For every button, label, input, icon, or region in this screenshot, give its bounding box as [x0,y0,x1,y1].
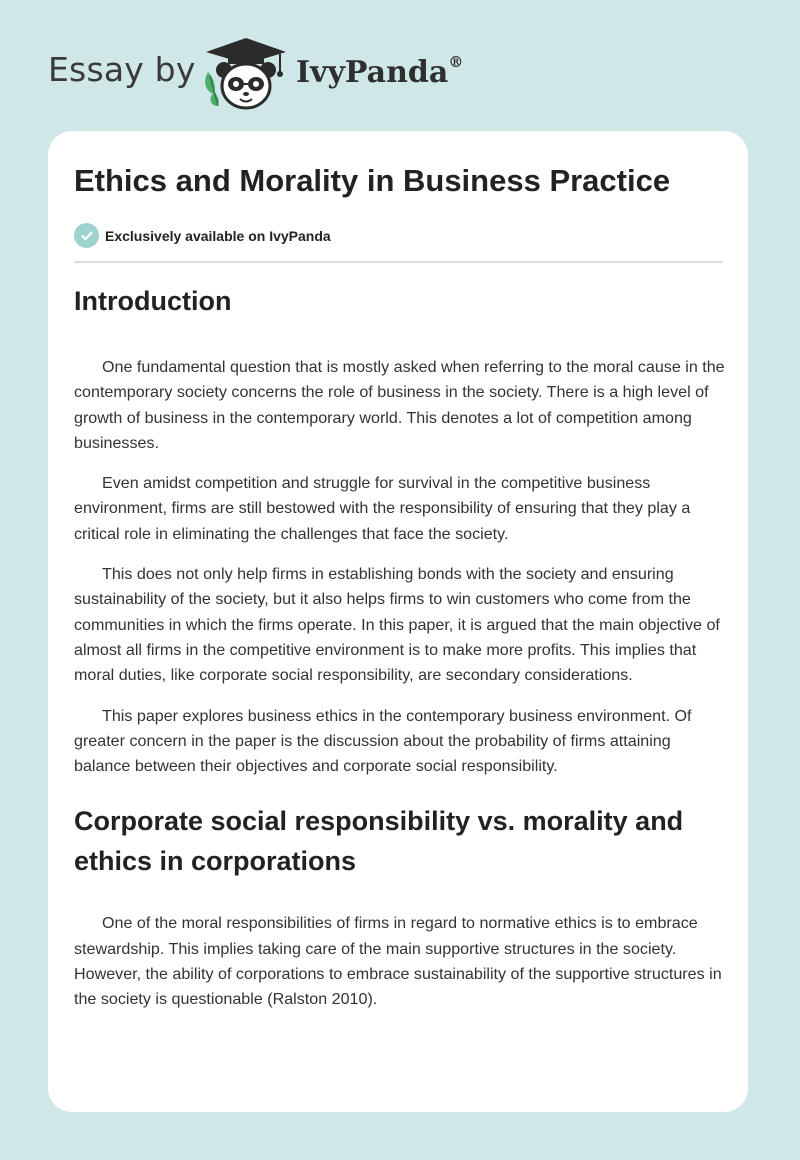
essay-by-label: Essay by [48,50,196,89]
check-circle-icon [74,223,99,248]
site-header [0,0,800,130]
brand-name [296,55,463,90]
paragraph: This paper explores business ethics in the contemporary business environment. Of greater concern in the paper is the discussion about the probability of firms attaining balance between their objectives and corporate social responsibility. [74,706,692,776]
divider [74,261,723,263]
registered-mark: ® [448,53,464,71]
panda-graduate-icon [200,36,292,112]
badge-text: Exclusively available on IvyPanda [105,227,331,244]
paragraph: One of the moral responsibilities of firms in regard to normative ethics is to embrace stewardship. This implies taking care of the main supportive structures in the society. However, the ability of corporations to embrace sustainability of the supportive structures in the society is questionable (Ralston 2010). [74,914,722,1009]
exclusive-badge [74,223,331,248]
essay-card [48,131,748,1112]
essay-content [74,281,728,1028]
section-heading-introduction: Introduction [74,286,232,316]
paragraph: One fundamental question that is mostly asked when referring to the moral cause in the contemporary society concerns the role of business in the society. There is a high level of growth of business in the contemporary world. This denotes a lot of competition among businesses. [74,358,725,452]
page-title: Ethics and Morality in Business Practice [74,163,671,198]
paragraph: Even amidst competition and struggle for survival in the competitive business environment, firms are still bestowed with the responsibility of ensuring that they play a critical role in eliminating the challenges that face the society. [74,474,691,543]
brand-name-text: IvyPanda [296,55,449,90]
section-heading-csr: Corporate social responsibility vs. morality and ethics in corporations [74,806,684,877]
paragraph: This does not only help firms in establishing bonds with the society and ensuring sustainability of the society, but it also helps firms to win customers who come from the communities in which the firms operate. In this paper, it is argued that the main objective of almost all firms in the competitive environment is to make more profits. This implies that moral duties, like corporate social responsibility, are secondary considerations. [74,565,720,685]
